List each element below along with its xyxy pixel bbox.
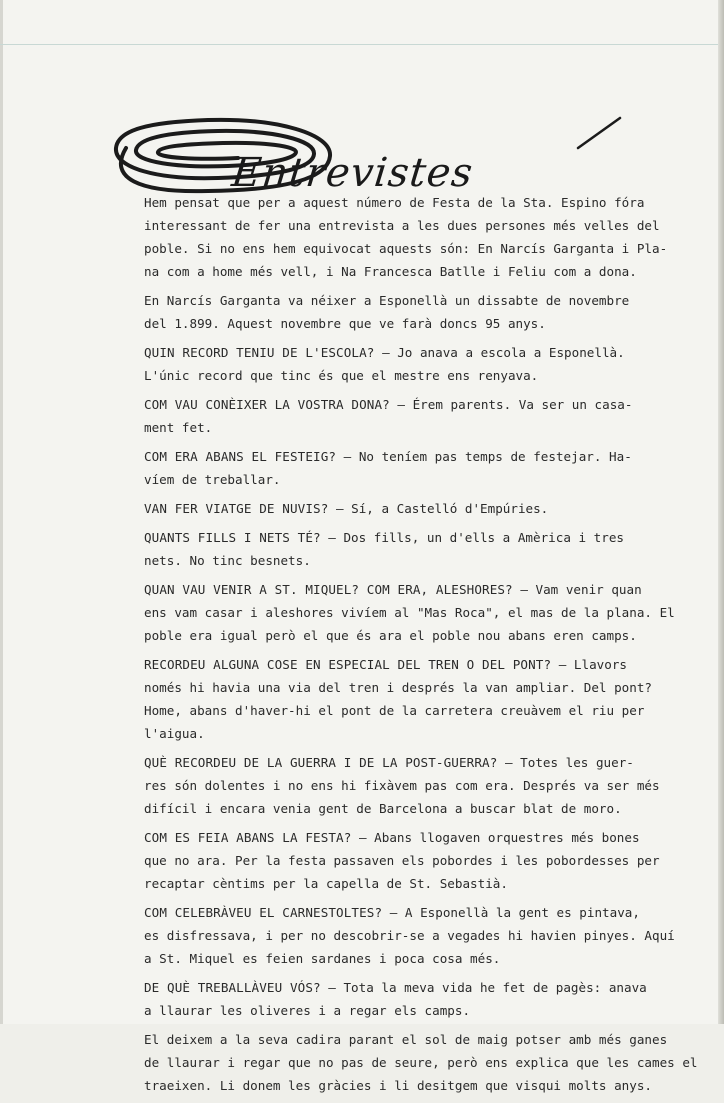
intro-line: poble. Si no ens hem equivocat aquests són: En Narcís Garganta i Pla- <box>144 241 668 256</box>
qa-answer-line: ens vam casar i aleshores vivíem al "Mas Roca", el mas de la plana. El <box>144 605 675 620</box>
qa-answer-line: a St. Miquel es feien sardanes i poca cosa més. <box>144 951 501 966</box>
qa-question: COM CELEBRÀVEU EL CARNESTOLTES? <box>144 905 383 920</box>
intro-line: na com a home més vell, i Na Francesca Batlle i Feliu com a dona. <box>144 264 637 279</box>
qa-answer: — Vam venir quan <box>520 582 642 597</box>
qa-answer: — Jo anava a escola a Esponellà. <box>382 345 625 360</box>
qa-question: QUÈ RECORDEU DE LA GUERRA I DE LA POST-GUERRA? <box>144 755 498 770</box>
qa-paragraph <box>116 497 636 520</box>
qa-answer-line: l'aigua. <box>144 726 205 741</box>
qa-question: DE QUÈ TREBALLÀVEU VÓS? <box>144 980 321 995</box>
qa-answer-line: a llaurar les oliveres i a regar els camps. <box>144 1003 471 1018</box>
qa-answer-line: que no ara. Per la festa passaven els pobordes i les pobordesses per <box>144 853 660 868</box>
qa-paragraph <box>116 826 660 895</box>
intro-line: interessant de fer una entrevista a les dues persones més velles del <box>144 218 660 233</box>
qa-first-line <box>116 653 636 676</box>
qa-paragraph <box>116 341 636 387</box>
qa-paragraph <box>116 976 647 1022</box>
bio-paragraph <box>116 289 636 335</box>
qa-first-line <box>116 751 636 774</box>
qa-answer-line: poble era igual però el que és ara el poble nou abans eren camps. <box>144 628 637 643</box>
intro-line: Hem pensat que per a aquest número de Festa de la Sta. Espino fóra <box>144 195 645 210</box>
qa-answer: — Dos fills, un d'ells a Amèrica i tres <box>328 530 624 545</box>
qa-answer-line: ment fet. <box>144 420 213 435</box>
qa-first-line <box>116 341 636 364</box>
top-rule <box>0 44 724 45</box>
bio-line: del 1.899. Aquest novembre que ve farà doncs 95 anys. <box>144 316 546 331</box>
closing-line: traeixen. Li donem les gràcies i li desitgem que visqui molts anys. <box>144 1078 652 1093</box>
qa-paragraph <box>116 653 652 745</box>
qa-paragraph <box>116 578 675 647</box>
qa-answer: — Érem parents. Va ser un casa- <box>397 397 633 412</box>
qa-answer: — Totes les guer- <box>504 755 634 770</box>
closing-paragraph <box>116 1028 698 1097</box>
closing-line: de llaurar i regar que no pas de seure, però ens explica que les cames el <box>144 1055 698 1070</box>
page-left-edge <box>0 0 3 1024</box>
qa-question: COM VAU CONÈIXER LA VOSTRA DONA? <box>144 397 390 412</box>
qa-first-line <box>116 976 647 999</box>
qa-answer: — Abans llogaven orquestres més bones <box>359 830 640 845</box>
qa-answer-line: nets. No tinc besnets. <box>144 553 311 568</box>
qa-answer: — A Esponellà la gent es pintava, <box>389 905 640 920</box>
qa-question: QUIN RECORD TENIU DE L'ESCOLA? <box>144 345 375 360</box>
qa-first-line <box>116 826 640 849</box>
qa-first-line <box>116 526 636 549</box>
qa-answer-line: res són dolentes i no ens hi fixàvem pas com era. Després va ser més <box>144 778 660 793</box>
bio-line: En Narcís Garganta va néixer a Esponellà un dissabte de novembre <box>144 293 630 308</box>
closing-line: El deixem a la seva cadira parant el sol de maig potser amb més ganes <box>144 1032 668 1047</box>
qa-first-line <box>116 901 640 924</box>
qa-first-line <box>116 578 642 601</box>
qa-first-line <box>116 497 636 520</box>
qa-answer-line: recaptar cèntims per la capella de St. Sebastià. <box>144 876 508 891</box>
qa-first-line <box>116 445 636 468</box>
qa-answer-line: es disfressava, i per no descobrir-se a vegades hi havien pinyes. Aquí <box>144 928 675 943</box>
qa-answer-line: difícil i encara venia gent de Barcelona a buscar blat de moro. <box>144 801 622 816</box>
qa-paragraph <box>116 526 636 572</box>
qa-answer-line: Home, abans d'haver-hi el pont de la carretera creuàvem el riu per <box>144 703 645 718</box>
qa-question: COM ES FEIA ABANS LA FESTA? <box>144 830 352 845</box>
logo-lettering: Entrevistes <box>229 150 476 196</box>
qa-question: VAN FER VIATGE DE NUVIS? <box>144 501 329 516</box>
qa-question: RECORDEU ALGUNA COSE EN ESPECIAL DEL TREN O DEL PONT? <box>144 657 552 672</box>
qa-answer: — No teníem pas temps de festejar. Ha- <box>343 449 632 464</box>
qa-question: QUANTS FILLS I NETS TÉ? <box>144 530 321 545</box>
page-right-edge <box>718 0 724 1024</box>
qa-answer: — Sí, a Castelló d'Empúries. <box>335 501 549 516</box>
intro-paragraph <box>116 191 668 283</box>
qa-question: COM ERA ABANS EL FESTEIG? <box>144 449 337 464</box>
qa-answer-line: només hi havia una via del tren i després la van ampliar. Del pont? <box>144 680 652 695</box>
qa-answer: — Llavors <box>558 657 627 672</box>
qa-paragraph <box>116 393 636 439</box>
qa-answer-line: L'únic record que tinc és que el mestre ens renyava. <box>144 368 539 383</box>
qa-question: QUAN VAU VENIR A ST. MIQUEL? COM ERA, ALESHORES? <box>144 582 513 597</box>
qa-paragraph <box>116 445 636 491</box>
qa-first-line <box>116 393 636 416</box>
qa-answer: — Tota la meva vida he fet de pagès: anava <box>328 980 647 995</box>
article-body <box>116 191 698 1103</box>
qa-answer-line: víem de treballar. <box>144 472 281 487</box>
qa-paragraph <box>116 751 660 820</box>
qa-paragraph <box>116 901 675 970</box>
interview-qa-list <box>116 341 675 1022</box>
